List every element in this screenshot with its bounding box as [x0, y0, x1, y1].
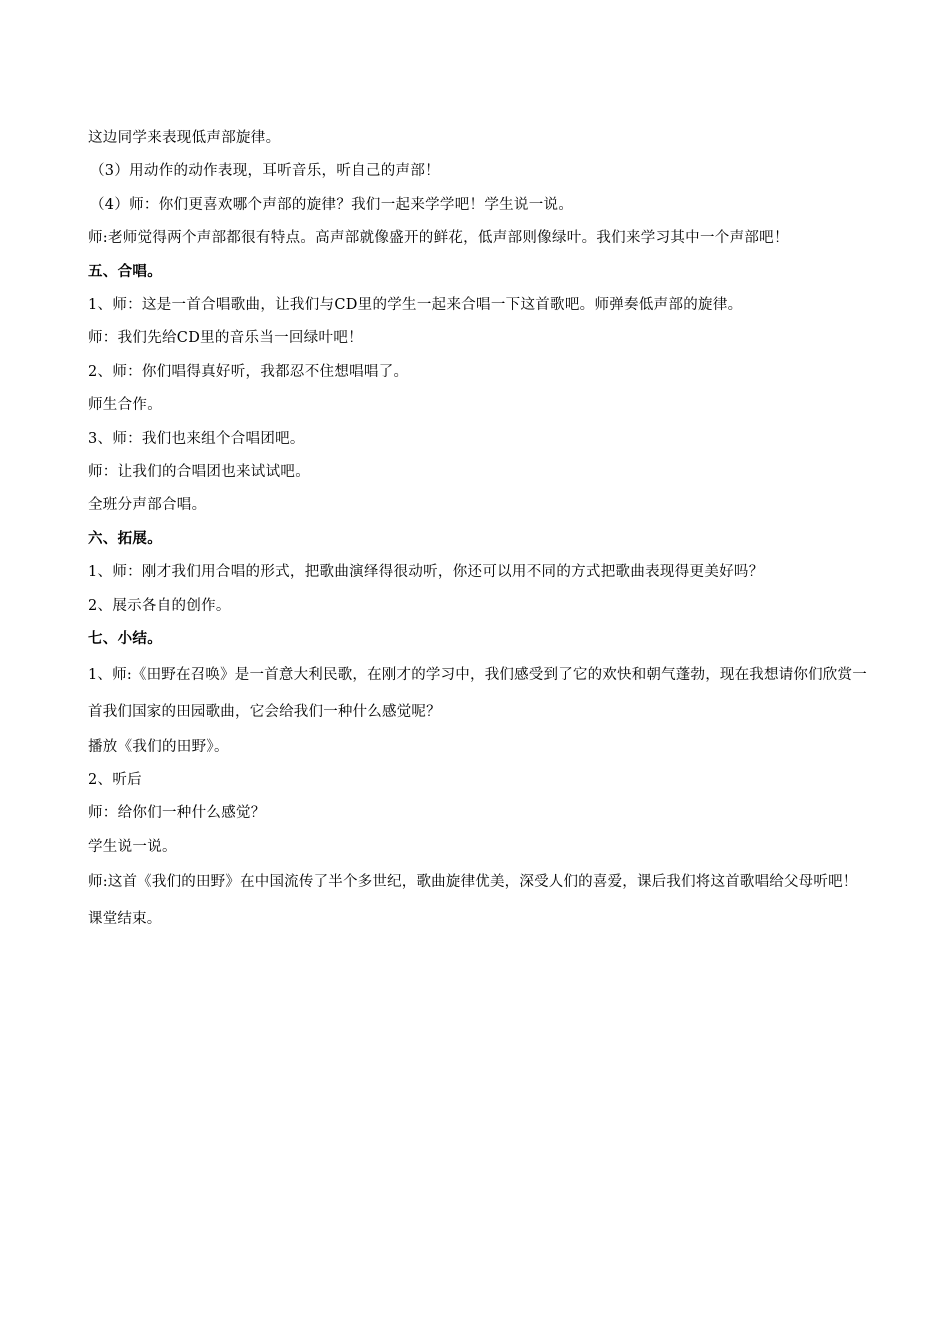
section-heading: 五、合唱。: [88, 263, 162, 280]
paragraph: 1、师：刚才我们用合唱的形式，把歌曲演绎得很动听，你还可以用不同的方式把歌曲表现得更美好吗？: [88, 564, 764, 581]
paragraph: 这边同学来表现低声部旋律。: [88, 130, 281, 146]
paragraph: 师：给你们一种什么感觉？: [88, 805, 266, 822]
paragraph: 全班分声部合唱。: [88, 497, 207, 514]
section-heading: 七、小结。: [88, 631, 162, 648]
paragraph: 播放《我们的田野》。: [88, 738, 229, 755]
paragraph: 2、展示各自的创作。: [88, 597, 231, 614]
paragraph: （3）用动作的动作表现，耳听音乐，听自己的声部！: [90, 163, 440, 180]
paragraph: 师：我们先给CD里的音乐当一回绿叶吧！: [88, 330, 363, 347]
paragraph: 师生合作。: [88, 397, 162, 414]
paragraph: 2、师：你们唱得真好听，我都忍不住想唱唱了。: [88, 363, 409, 380]
document-page: [88, 122, 868, 938]
paragraph: 学生说一说。: [88, 838, 177, 855]
paragraph: 师:这首《我们的田野》在中国流传了半个多世纪，歌曲旋律优美，深受人们的喜爱，课后我们将这首歌唱给父母听吧！课堂结束。: [88, 874, 858, 928]
paragraph: 1、师:《田野在召唤》是一首意大利民歌，在刚才的学习中，我们感受到了它的欢快和朝气蓬勃，现在我想请你们欣赏一首我们国家的田园歌曲，它会给我们一种什么感觉呢？: [88, 666, 867, 720]
paragraph: 1、师：这是一首合唱歌曲，让我们与CD里的学生一起来合唱一下这首歌吧。师弹奏低声部的旋律。: [88, 297, 743, 314]
section-heading: 六、拓展。: [88, 530, 162, 547]
paragraph: 2、听后: [88, 771, 142, 788]
paragraph: 师:老师觉得两个声部都很有特点。高声部就像盛开的鲜花，低声部则像绿叶。我们来学习其中一个声部吧！: [88, 230, 789, 247]
paragraph: 3、师：我们也来组个合唱团吧。: [88, 430, 305, 447]
paragraph: 师：让我们的合唱团也来试试吧。: [88, 464, 310, 481]
paragraph: （4）师：你们更喜欢哪个声部的旋律？我们一起来学学吧！学生说一说。: [90, 196, 574, 213]
